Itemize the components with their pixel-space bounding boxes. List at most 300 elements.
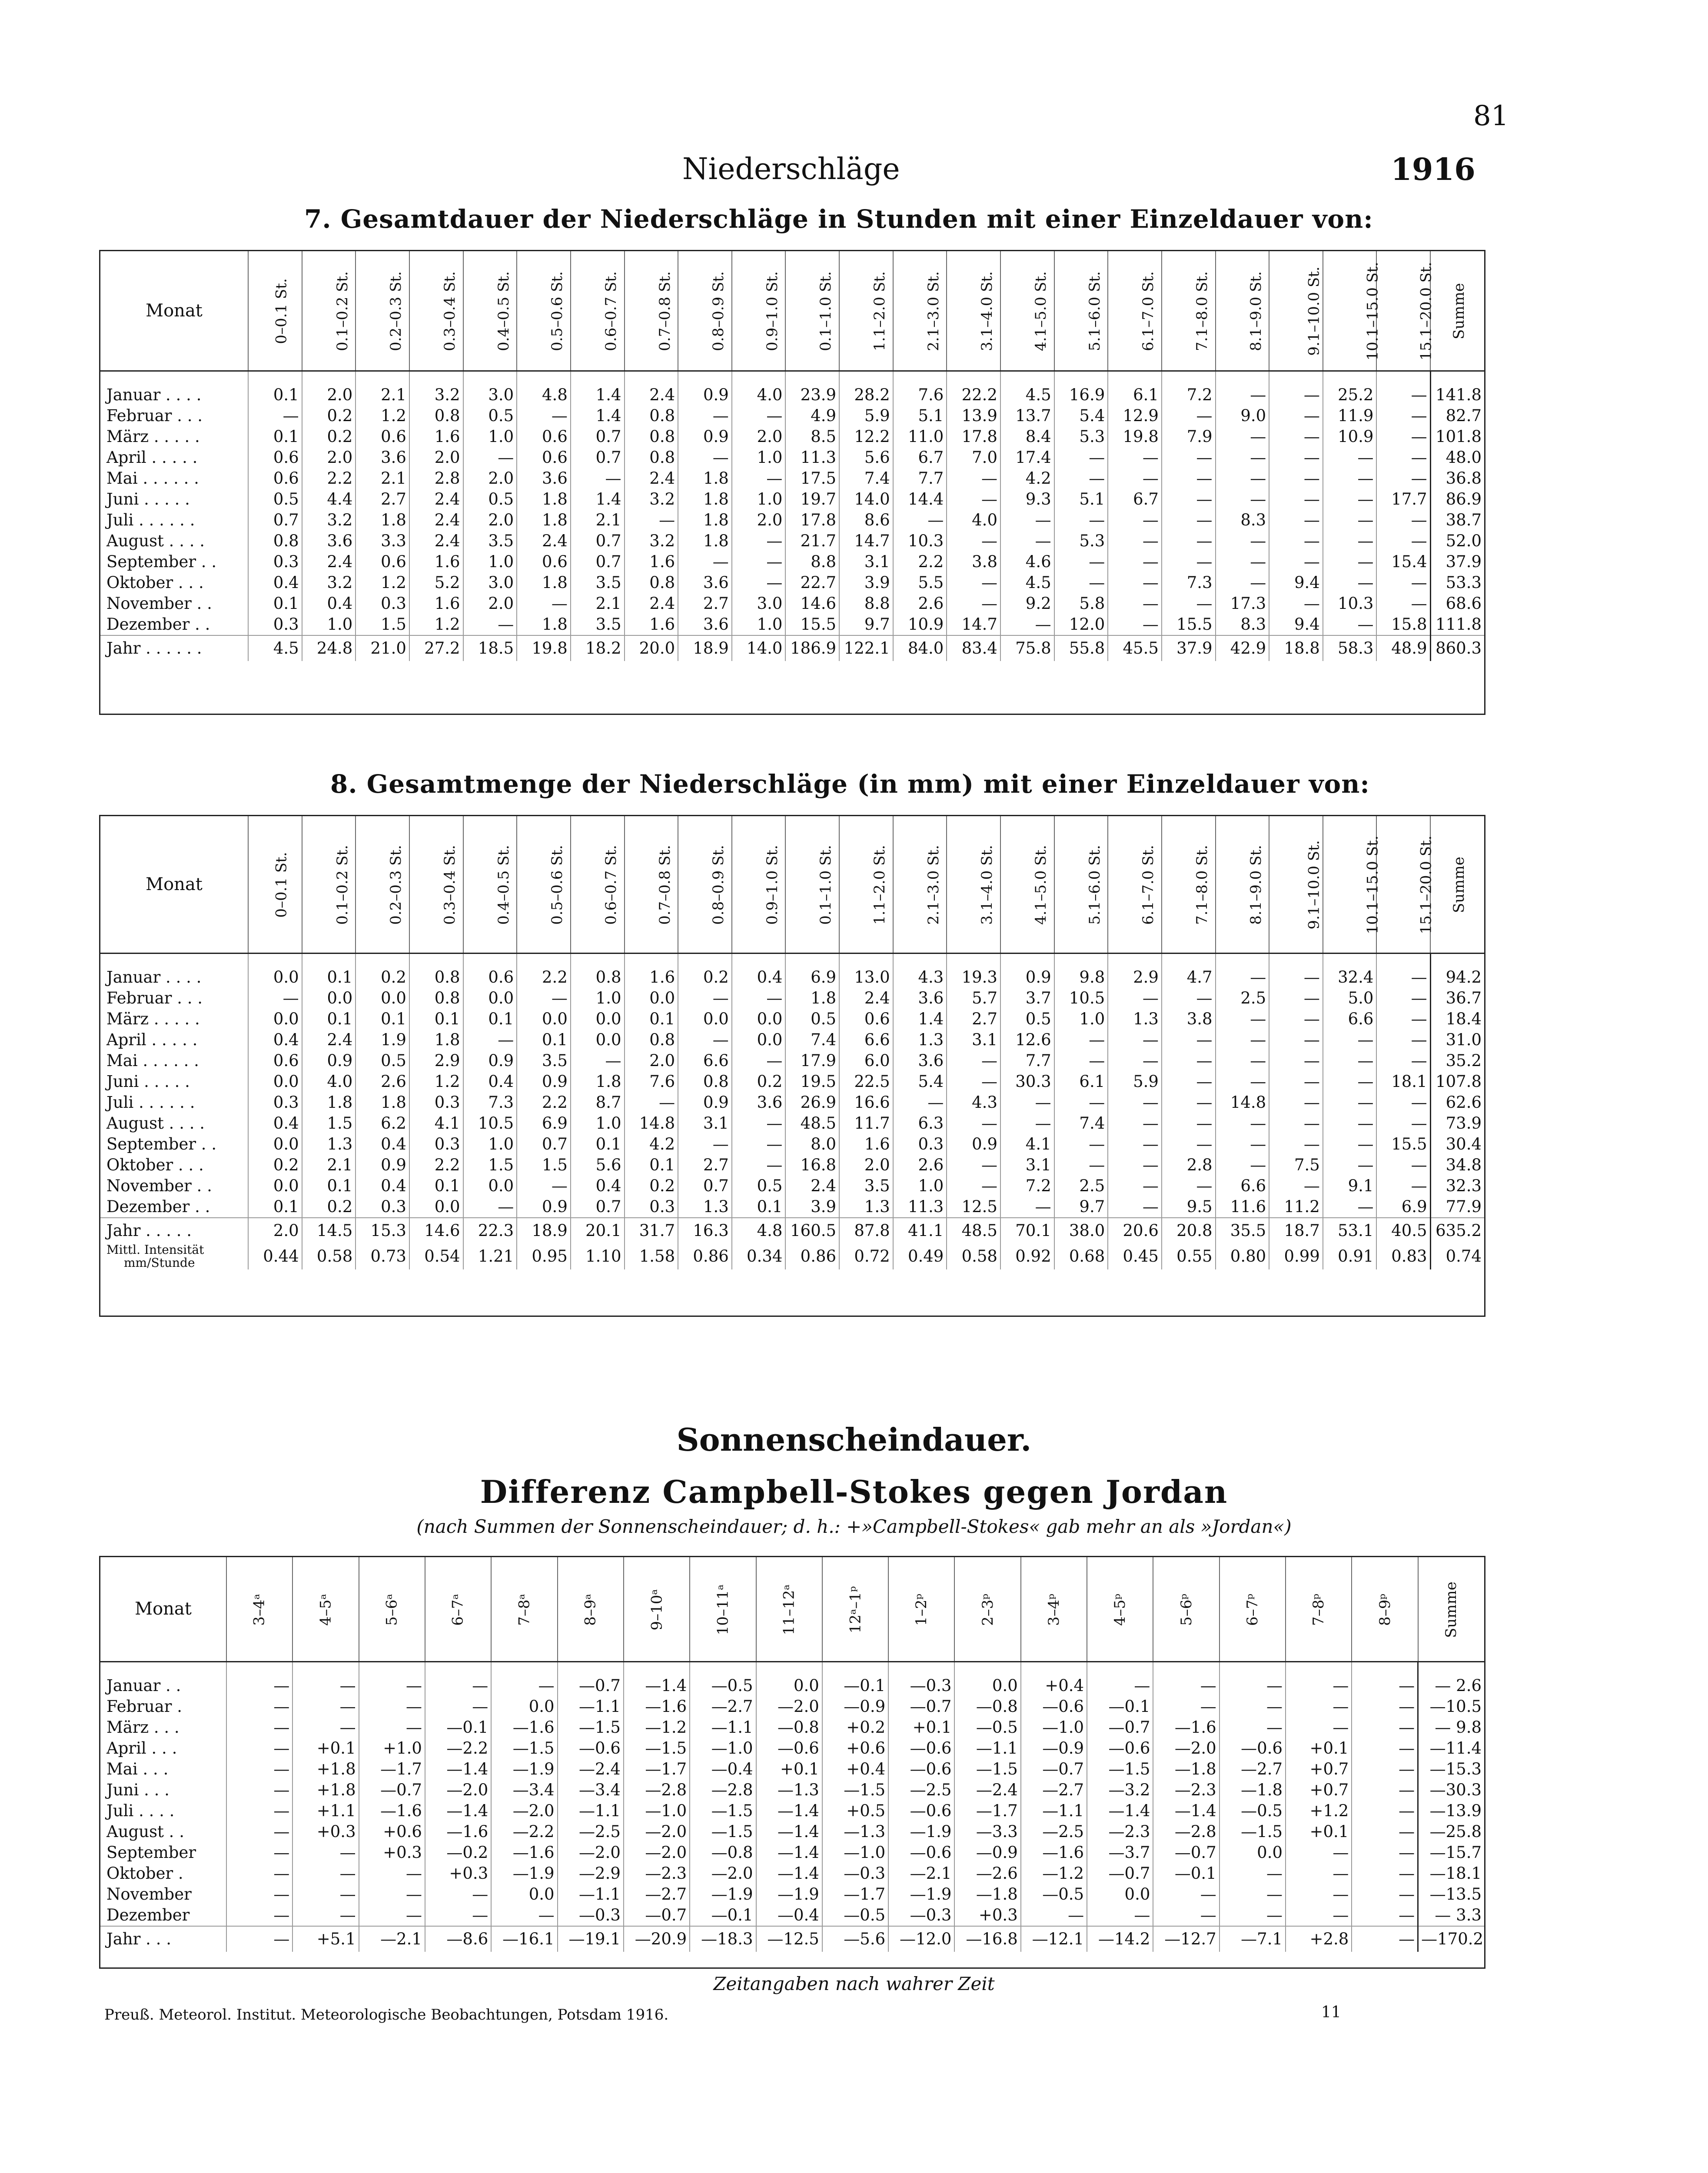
table-cell: — <box>517 1176 571 1196</box>
column-header <box>1418 1557 1484 1661</box>
table-cell: 0.5 <box>732 1176 786 1196</box>
table-cell: 2.4 <box>409 510 463 531</box>
table-cell: 3.0 <box>463 385 517 405</box>
table-cell: —3.4 <box>558 1780 624 1801</box>
table-cell: 0.0 <box>517 1009 571 1030</box>
table-row <box>100 1696 1484 1717</box>
table-cell: +0.7 <box>1286 1780 1352 1801</box>
table-cell: +2.8 <box>1286 1926 1352 1952</box>
table-cell: —2.7 <box>1220 1759 1286 1780</box>
table-cell: — <box>1323 1134 1377 1155</box>
table-cell: 4.6 <box>1000 552 1054 572</box>
column-header <box>302 816 356 953</box>
table-cell: —0.1 <box>425 1717 491 1738</box>
table-cell: 0.1 <box>732 1196 786 1218</box>
table-cell: 53.1 <box>1323 1218 1377 1243</box>
table-cell: 10.5 <box>1054 988 1108 1009</box>
table-cell: —0.7 <box>359 1780 425 1801</box>
table-cell: 2.5 <box>1054 1176 1108 1196</box>
table-cell: — <box>1054 510 1108 531</box>
table-cell: —1.7 <box>954 1801 1020 1821</box>
table-cell: — <box>1000 614 1054 635</box>
table-cell: 0.7 <box>571 531 625 552</box>
table-cell: 7.2 <box>1000 1176 1054 1196</box>
row-month: Jahr . . . . . <box>100 1218 248 1243</box>
column-header-label: 11–12ᵃ <box>780 1584 798 1635</box>
table-cell: 0.0 <box>248 1009 302 1030</box>
total-row <box>100 635 1484 661</box>
table-cell: —2.2 <box>425 1738 491 1759</box>
table-cell: —2.0 <box>1153 1738 1219 1759</box>
table-cell: 0.80 <box>1216 1243 1269 1269</box>
table-cell: —1.0 <box>624 1801 690 1821</box>
table-cell: — <box>732 468 786 489</box>
table-cell: 6.7 <box>1108 489 1162 510</box>
table-cell: —1.6 <box>624 1696 690 1717</box>
table-cell: — <box>1108 1134 1162 1155</box>
column-header-label: 10–11ᵃ <box>714 1584 732 1635</box>
table-cell: 15.8 <box>1376 614 1430 635</box>
table-cell: —1.6 <box>1021 1842 1087 1863</box>
table-cell: 7.0 <box>947 447 1000 468</box>
table-cell: —0.6 <box>1087 1738 1153 1759</box>
table-cell: 1.0 <box>732 614 786 635</box>
table-cell: 0.9 <box>678 426 732 447</box>
column-header <box>1000 816 1054 953</box>
table-cell: — <box>1153 1905 1219 1926</box>
table-cell: — <box>1376 510 1430 531</box>
row-month: Jahr . . . . . . <box>100 635 248 661</box>
table-cell: — <box>1216 1030 1269 1050</box>
table-cell: — <box>1162 1092 1216 1113</box>
table-cell: —2.2 <box>491 1821 557 1842</box>
row-month: Februar . . . <box>106 989 203 1007</box>
table-cell: 0.0 <box>463 1176 517 1196</box>
column-header <box>839 816 893 953</box>
table-cell: —0.5 <box>690 1675 756 1696</box>
column-header <box>1108 251 1162 371</box>
row-month: März . . . . . <box>106 1010 200 1028</box>
table-cell: 0.3 <box>893 1134 947 1155</box>
table-cell: 0.0 <box>248 1176 302 1196</box>
table-cell: 1.9 <box>356 1030 409 1050</box>
table-cell: 3.6 <box>893 1050 947 1071</box>
column-header-label: 3–4ᵖ <box>1045 1593 1063 1626</box>
table-cell: 19.7 <box>785 489 839 510</box>
table-cell: 1.3 <box>839 1196 893 1218</box>
table-cell: 4.1 <box>409 1113 463 1134</box>
table-cell: — <box>1269 385 1323 405</box>
table-cell: —1.4 <box>624 1675 690 1696</box>
table-cell: — <box>1269 531 1323 552</box>
table-cell: 18.9 <box>678 635 732 661</box>
table-cell: —0.6 <box>888 1801 954 1821</box>
table-cell: — <box>1269 426 1323 447</box>
table-cell: 5.4 <box>1054 405 1108 426</box>
table-cell: 11.3 <box>893 1196 947 1218</box>
table-cell: — <box>248 988 302 1009</box>
table-cell: 0.0 <box>571 1030 625 1050</box>
column-header <box>625 816 678 953</box>
table-cell: —2.0 <box>624 1842 690 1863</box>
table-cell: —2.4 <box>954 1780 1020 1801</box>
table-cell: — <box>1108 1196 1162 1218</box>
table-cell: 3.5 <box>571 572 625 593</box>
table-cell: 2.0 <box>302 447 356 468</box>
intensity-label-cell <box>100 1243 248 1269</box>
table-cell: 1.5 <box>517 1155 571 1176</box>
table-cell: —2.9 <box>558 1863 624 1884</box>
table-cell: 3.6 <box>302 531 356 552</box>
table-cell: 2.5 <box>1216 988 1269 1009</box>
table-cell: 1.6 <box>625 552 678 572</box>
table-cell: — <box>678 1134 732 1155</box>
table-cell: —0.8 <box>690 1842 756 1863</box>
table-cell: — <box>1162 988 1216 1009</box>
table-cell: 0.1 <box>517 1030 571 1050</box>
table-cell: —2.8 <box>624 1780 690 1801</box>
table-cell: — <box>1216 1113 1269 1134</box>
column-header-label: 9–10ᵃ <box>648 1589 666 1631</box>
column-header-label: 10.1–15.0 St. <box>1364 262 1382 361</box>
table-cell: 1.0 <box>732 447 786 468</box>
table-cell: — <box>732 405 786 426</box>
table-cell: 7.3 <box>1162 572 1216 593</box>
table-cell: — <box>359 1675 425 1696</box>
table-cell: — 2.6 <box>1418 1675 1484 1696</box>
table-row <box>100 1071 1484 1092</box>
table-cell: — <box>1162 1050 1216 1071</box>
table-cell: — <box>1286 1696 1352 1717</box>
table-cell: — <box>1376 531 1430 552</box>
table-cell: 2.4 <box>302 552 356 572</box>
table-cell: — <box>1162 510 1216 531</box>
table-cell: 42.9 <box>1216 635 1269 661</box>
table-cell: — <box>1323 447 1377 468</box>
table-cell: — <box>732 988 786 1009</box>
table-cell: 3.8 <box>947 552 1000 572</box>
table-cell: — <box>1162 489 1216 510</box>
table-cell: 26.9 <box>785 1092 839 1113</box>
row-month: Juli . . . . . . <box>106 1093 195 1112</box>
table-cell: 0.3 <box>409 1092 463 1113</box>
table-cell: — <box>1376 1113 1430 1134</box>
column-header <box>1352 1557 1418 1661</box>
table-cell: 0.6 <box>248 1050 302 1071</box>
sunshine-subtitle: Differenz Campbell-Stokes gegen Jordan <box>480 1473 1228 1510</box>
table-cell: — <box>1108 1092 1162 1113</box>
table-cell: 0.2 <box>678 967 732 988</box>
table-cell: — <box>1162 552 1216 572</box>
table8 <box>100 816 1484 1269</box>
row-month: Jahr . . . <box>100 1926 226 1952</box>
table-cell: — <box>947 489 1000 510</box>
table-cell: — <box>1087 1675 1153 1696</box>
column-header <box>1021 1557 1087 1661</box>
column-header <box>1323 251 1382 371</box>
table-cell: —1.5 <box>1087 1759 1153 1780</box>
table-cell: 0.86 <box>678 1243 732 1269</box>
table-cell: 2.2 <box>893 552 947 572</box>
table-cell: — <box>571 1050 625 1071</box>
table-cell: —2.0 <box>558 1842 624 1863</box>
column-header-label: 15.1–20.0 St. <box>1417 262 1435 361</box>
table-cell: 2.6 <box>356 1071 409 1092</box>
table-cell: 0.8 <box>409 967 463 988</box>
column-header <box>517 816 571 953</box>
table-cell: 8.7 <box>571 1092 625 1113</box>
table-cell: 87.8 <box>839 1218 893 1243</box>
table-cell: 2.7 <box>678 593 732 614</box>
table-row <box>100 1050 1484 1071</box>
table-cell: 52.0 <box>1430 531 1484 552</box>
table-cell: 7.7 <box>1000 1050 1054 1071</box>
column-header <box>463 251 517 371</box>
table-cell: 3.9 <box>839 572 893 593</box>
table-cell: 0.7 <box>248 510 302 531</box>
column-header-label: Summe <box>1442 1581 1460 1638</box>
column-header-label: 2.1–3.0 St. <box>924 845 942 925</box>
table-cell: —2.3 <box>1087 1821 1153 1842</box>
table-cell: —12.1 <box>1021 1926 1087 1952</box>
table-cell: 0.8 <box>625 426 678 447</box>
table-cell: 0.8 <box>625 572 678 593</box>
table-cell: 0.9 <box>1000 967 1054 988</box>
table-cell: — <box>1054 1030 1108 1050</box>
table-cell: 6.9 <box>1376 1196 1430 1218</box>
column-header-label: 4–5ᵃ <box>317 1594 335 1626</box>
table-cell: — <box>226 1696 292 1717</box>
table-cell: 2.0 <box>463 593 517 614</box>
column-header-label: 7.1–8.0 St. <box>1193 845 1211 925</box>
table-cell: 5.8 <box>1054 593 1108 614</box>
table-cell: — <box>1352 1863 1418 1884</box>
column-header-label: 0.5–0.6 St. <box>548 845 566 925</box>
table-cell: 5.1 <box>1054 489 1108 510</box>
table-cell: 0.0 <box>248 1071 302 1092</box>
table-cell: 0.9 <box>678 1092 732 1113</box>
column-header <box>888 1557 954 1661</box>
table-cell: — <box>292 1717 359 1738</box>
table-cell: — <box>1220 1863 1286 1884</box>
table-cell: —1.5 <box>491 1738 557 1759</box>
table-cell: —0.9 <box>822 1696 888 1717</box>
table-cell: 0.0 <box>732 1030 786 1050</box>
table-cell: 1.21 <box>463 1243 517 1269</box>
table-cell: — <box>1216 468 1269 489</box>
table-cell: 0.1 <box>356 1009 409 1030</box>
row-month: März . . . <box>106 1718 179 1737</box>
column-header <box>785 251 839 371</box>
table-cell: +0.3 <box>425 1863 491 1884</box>
table-cell: 1.8 <box>678 531 732 552</box>
table-cell: 0.1 <box>248 426 302 447</box>
table-cell: 1.8 <box>517 572 571 593</box>
table-cell: —1.8 <box>1153 1759 1219 1780</box>
table-cell: —2.1 <box>359 1926 425 1952</box>
table-cell: — <box>1376 1050 1430 1071</box>
table-cell: 2.4 <box>625 593 678 614</box>
table-cell: 0.1 <box>625 1009 678 1030</box>
column-header-label: 0.7–0.8 St. <box>656 271 674 352</box>
row-month: Juli . . . . <box>106 1801 175 1820</box>
table-cell: —2.4 <box>558 1759 624 1780</box>
table-cell: 0.58 <box>302 1243 356 1269</box>
table-cell: — <box>1269 1030 1323 1050</box>
table-cell: —15.7 <box>1418 1842 1484 1863</box>
table-cell: —1.9 <box>491 1759 557 1780</box>
table-cell: 2.4 <box>409 531 463 552</box>
table-cell: —2.8 <box>690 1780 756 1801</box>
column-header-label: 0.9–1.0 St. <box>763 845 781 925</box>
table-cell: 0.4 <box>248 572 302 593</box>
table-cell: 0.95 <box>517 1243 571 1269</box>
table-cell: — <box>1352 1780 1418 1801</box>
table-cell: —1.1 <box>690 1717 756 1738</box>
table-cell: 0.7 <box>571 1196 625 1218</box>
table-cell: 7.3 <box>463 1092 517 1113</box>
row-month: Dezember <box>106 1906 190 1924</box>
table-cell: 0.0 <box>248 1134 302 1155</box>
table-cell: 3.1 <box>1000 1155 1054 1176</box>
table-cell: — <box>1054 1050 1108 1071</box>
table-cell: —1.3 <box>822 1821 888 1842</box>
table-cell: — <box>1216 552 1269 572</box>
table-cell: 1.0 <box>463 1134 517 1155</box>
table-cell: 20.8 <box>1162 1218 1216 1243</box>
table-cell: —0.4 <box>756 1905 822 1926</box>
column-header-label: 6–7ᵃ <box>449 1594 467 1626</box>
table-cell: — <box>1323 552 1377 572</box>
row-month: März . . . . . <box>106 427 200 446</box>
table-cell: — <box>1352 1696 1418 1717</box>
table-cell: —11.4 <box>1418 1738 1484 1759</box>
table-cell: —2.7 <box>1021 1780 1087 1801</box>
table-cell: 6.6 <box>839 1030 893 1050</box>
column-header <box>1216 251 1269 371</box>
table-cell: 0.6 <box>356 552 409 572</box>
column-header-label: 8.1–9.0 St. <box>1247 271 1265 352</box>
table-row <box>100 405 1484 426</box>
table-cell: —0.8 <box>756 1717 822 1738</box>
table-cell: 38.0 <box>1054 1218 1108 1243</box>
table-row <box>100 572 1484 593</box>
table-cell: 4.1 <box>1000 1134 1054 1155</box>
table-cell: 0.2 <box>302 426 356 447</box>
table-cell: — <box>678 405 732 426</box>
table-row <box>100 593 1484 614</box>
table-cell: — <box>1216 1134 1269 1155</box>
table-cell: — <box>1054 1155 1108 1176</box>
table-cell: — <box>1269 447 1323 468</box>
table-cell: — <box>732 552 786 572</box>
table-cell: 77.9 <box>1430 1196 1484 1218</box>
table-cell: 3.2 <box>625 489 678 510</box>
table-cell: 17.4 <box>1000 447 1054 468</box>
table-cell: — <box>947 593 1000 614</box>
table-cell: —170.2 <box>1418 1926 1484 1952</box>
column-header-label: 2–3ᵖ <box>979 1593 997 1626</box>
table-cell: 1.8 <box>302 1092 356 1113</box>
row-month: November . . <box>106 1176 212 1195</box>
column-header-label: 9.1–10.0 St. <box>1305 840 1323 930</box>
table-cell: +0.4 <box>1021 1675 1087 1696</box>
table-cell: 1.10 <box>571 1243 625 1269</box>
table-cell: 0.0 <box>409 1196 463 1218</box>
table-cell: 4.5 <box>1000 385 1054 405</box>
table-cell: 2.4 <box>839 988 893 1009</box>
table-cell: 8.4 <box>1000 426 1054 447</box>
column-header <box>1054 816 1108 953</box>
row-month: Mai . . . . . . <box>106 469 199 488</box>
column-header <box>822 1557 888 1661</box>
column-header-label: 6–7ᵖ <box>1243 1593 1261 1626</box>
table-cell: 14.8 <box>1216 1092 1269 1113</box>
table-cell: 7.4 <box>785 1030 839 1050</box>
table-cell: 0.1 <box>571 1134 625 1155</box>
table-cell: 0.5 <box>463 489 517 510</box>
table-cell: — <box>947 1155 1000 1176</box>
column-header <box>1087 1557 1153 1661</box>
table-cell: — <box>226 1780 292 1801</box>
table-cell: —2.0 <box>624 1821 690 1842</box>
table-cell: 14.5 <box>302 1218 356 1243</box>
table-cell: 1.8 <box>517 489 571 510</box>
column-header-label: 8–9ᵖ <box>1376 1593 1394 1626</box>
table-cell: 0.4 <box>356 1134 409 1155</box>
column-header-label: 8–9ᵃ <box>582 1594 599 1626</box>
column-header <box>226 1557 292 1661</box>
table-cell: — <box>226 1675 292 1696</box>
table-cell: —1.4 <box>756 1842 822 1863</box>
table-cell: — <box>292 1675 359 1696</box>
table-cell: 0.0 <box>625 988 678 1009</box>
table-cell: 17.8 <box>785 510 839 531</box>
table-cell: — 9.8 <box>1418 1717 1484 1738</box>
table-cell: — <box>1216 385 1269 405</box>
column-header-label: Summe <box>1450 283 1468 340</box>
column-header <box>893 251 947 371</box>
table-cell: — <box>1162 1113 1216 1134</box>
table-cell: 4.9 <box>785 405 839 426</box>
table-cell: 15.5 <box>785 614 839 635</box>
table-cell: 82.7 <box>1430 405 1484 426</box>
column-header-label: 0.1–0.2 St. <box>333 271 351 352</box>
table-row <box>100 531 1484 552</box>
table-cell: — <box>893 510 947 531</box>
intensity-unit: mm/Stunde <box>124 1255 195 1270</box>
row-month: Mai . . . <box>106 1760 169 1778</box>
table-cell: +1.1 <box>292 1801 359 1821</box>
table-cell: 2.9 <box>409 1050 463 1071</box>
table-cell: —1.7 <box>624 1759 690 1780</box>
column-header-label: 4.1–5.0 St. <box>1032 845 1050 925</box>
table-cell: 0.0 <box>463 988 517 1009</box>
table-cell: — <box>226 1801 292 1821</box>
table-cell: —1.1 <box>1021 1801 1087 1821</box>
table-cell: — <box>1269 1009 1323 1030</box>
table-cell: 0.5 <box>463 405 517 426</box>
table-cell: —0.3 <box>822 1863 888 1884</box>
table-cell: — <box>226 1759 292 1780</box>
table-cell: 5.4 <box>893 1071 947 1092</box>
table-cell: — <box>947 468 1000 489</box>
table-row <box>100 1009 1484 1030</box>
column-header <box>356 251 409 371</box>
table-cell: 3.6 <box>678 572 732 593</box>
table-cell: — <box>359 1696 425 1717</box>
table-cell: — <box>517 988 571 1009</box>
